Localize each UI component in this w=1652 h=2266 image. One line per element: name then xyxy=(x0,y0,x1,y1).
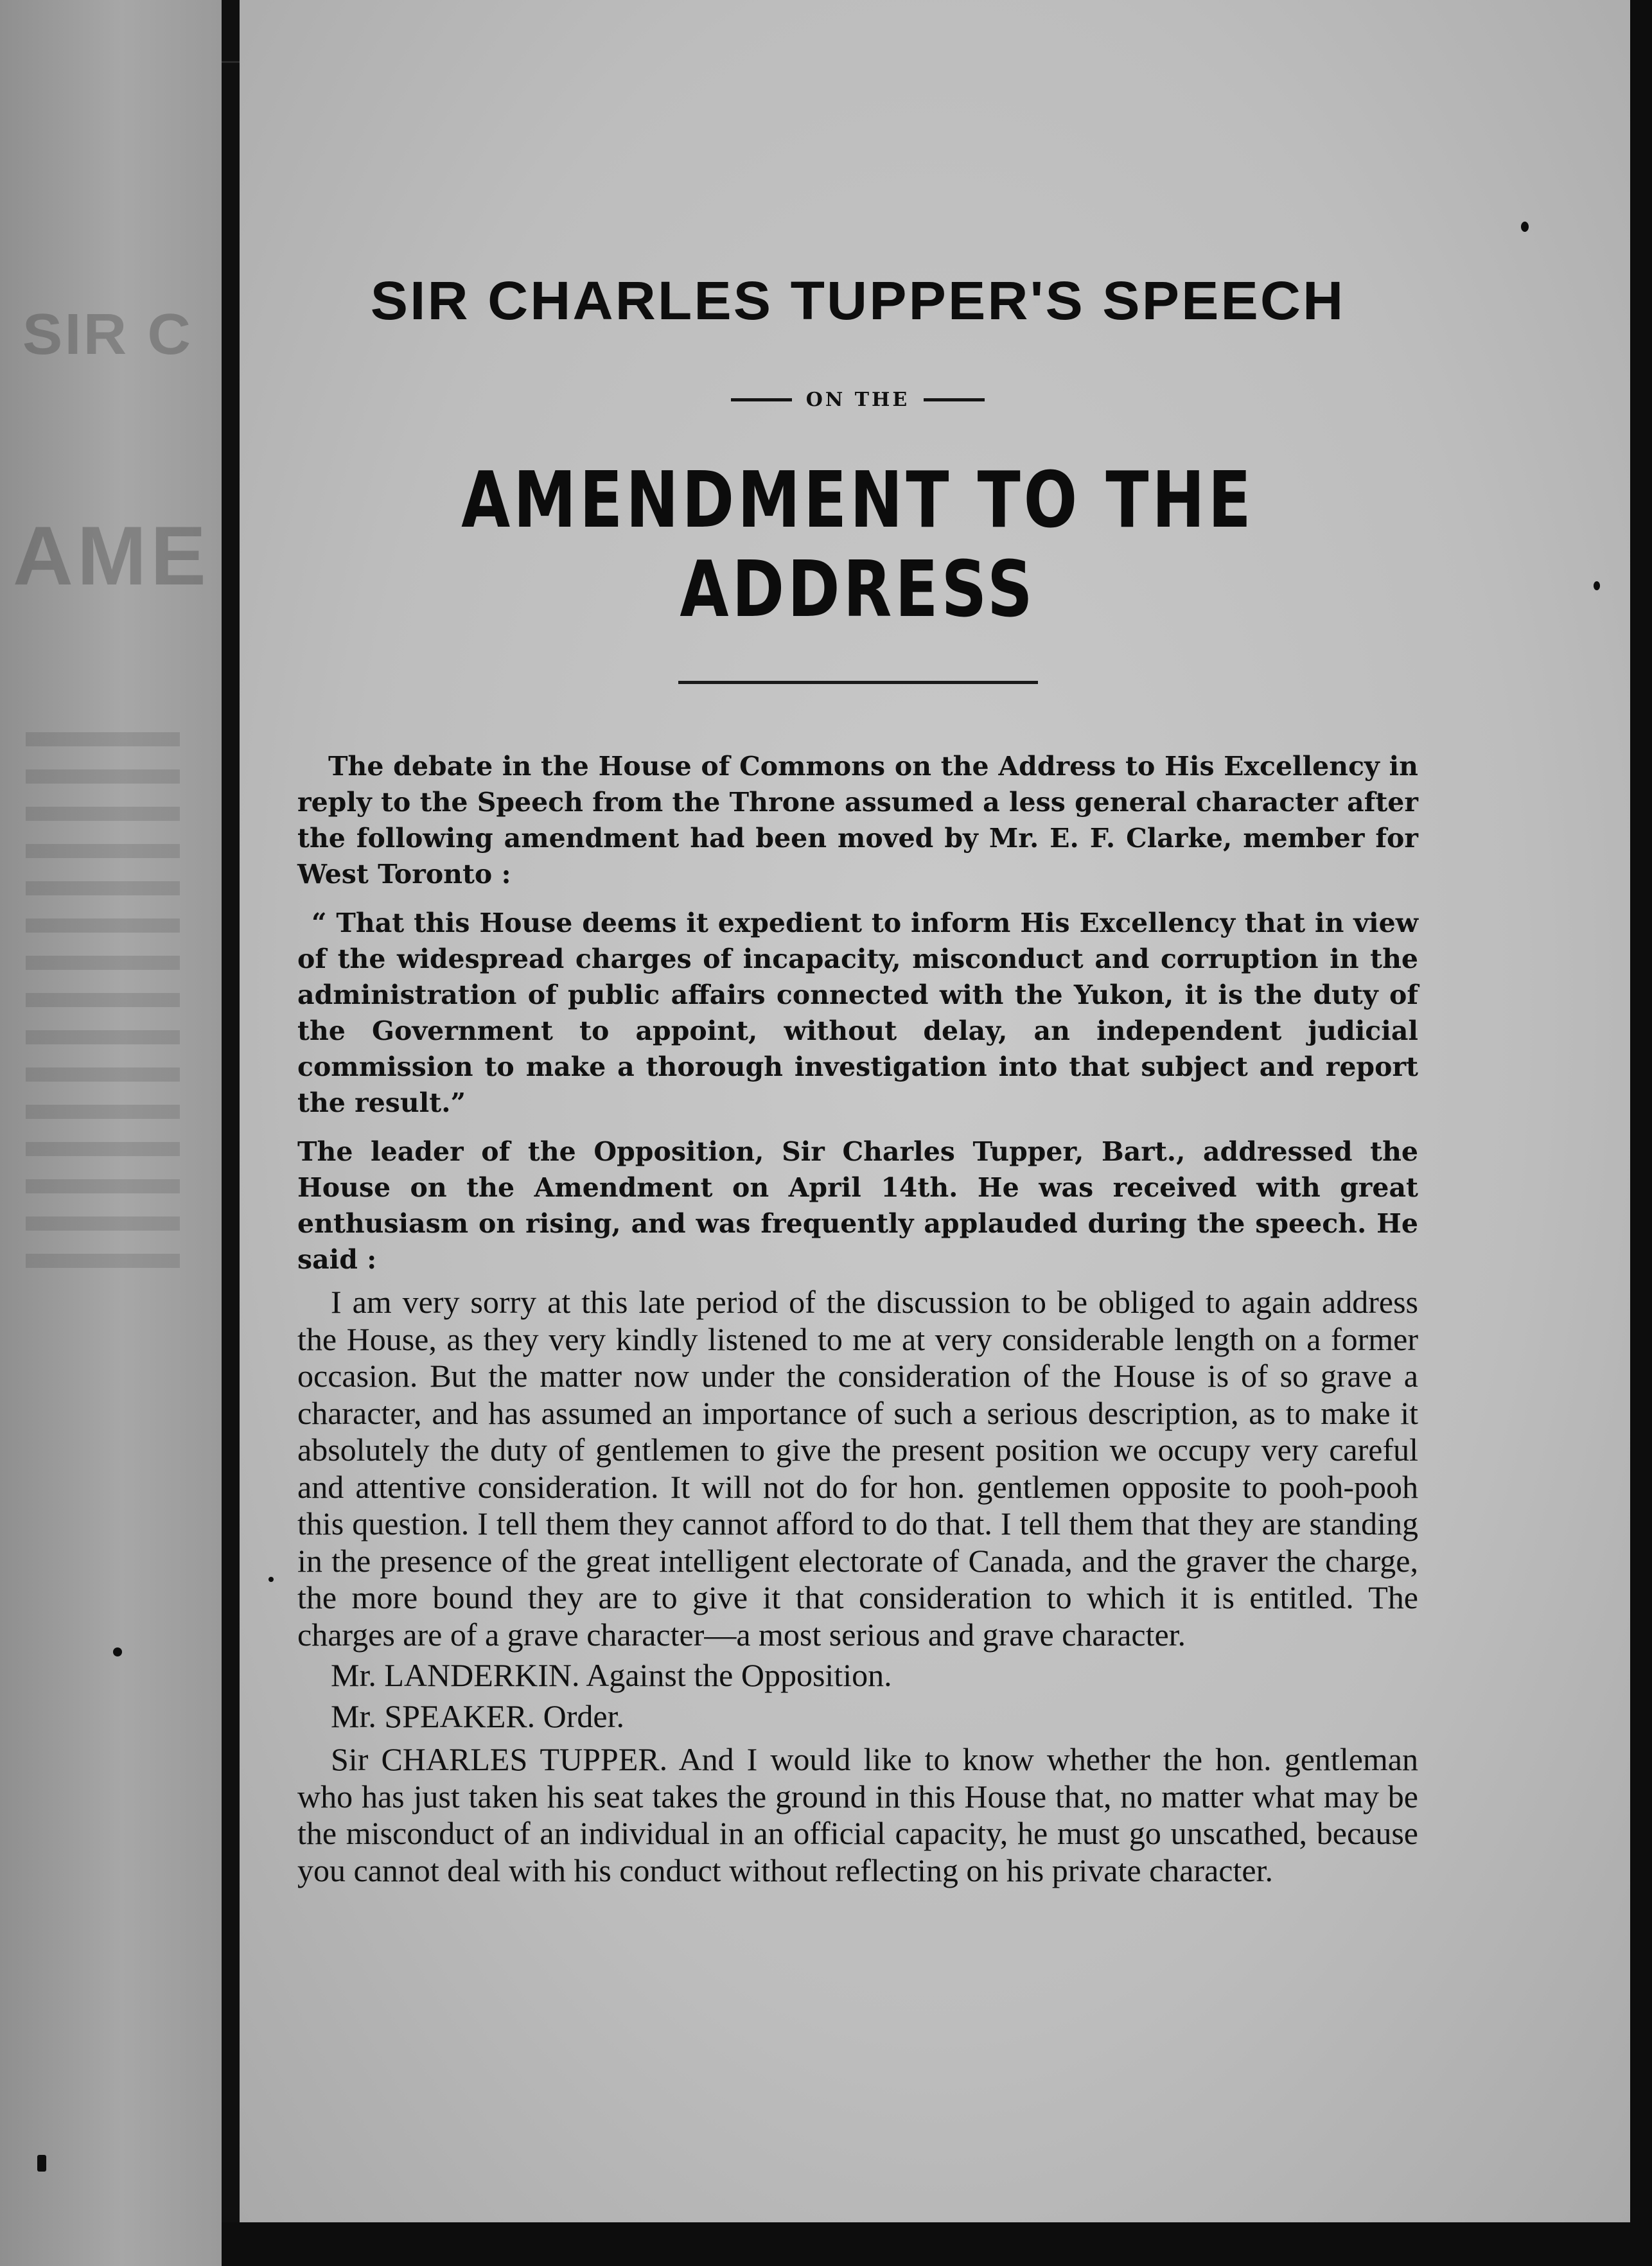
title-connector xyxy=(297,389,1418,411)
ghost-text-bleed xyxy=(26,732,180,1285)
gutter-top-line xyxy=(222,61,240,63)
scan-border-right xyxy=(1630,0,1652,2266)
page-content xyxy=(297,270,1418,1889)
speech-paragraph: I am very sorry at this late period of the discussion to be obliged to again address the House, as they very kindly listened to me at very considerable length on a former occasion. But the matter now under the consideration of the House is of so grave a character, and has assumed an importance of such a serious description, as to make it absolutely the duty of gentlemen to give the present position we occupy very careful and attentive consideration. It will not do for hon. gentlemen opposite to pooh-pooh this question. I tell them they cannot afford to do that. I tell them that they are standing in the presence of the great intelligent electorate of Canada, and the graver the charge, the more bound they are to give it that consideration to which it is entitled. The charges are of a grave character—a most serious and grave character. xyxy=(297,1284,1418,1653)
document-heading: AMENDMENT TO THE ADDRESS xyxy=(461,456,1254,635)
scan-speck xyxy=(1521,222,1529,232)
scan-speck xyxy=(268,1577,274,1582)
ghost-heading-bleed: AME xyxy=(13,509,210,602)
lead-in-paragraph: The leader of the Opposition, Sir Charles Tupper, Bart., addressed the House on the Amendment on April 14th. He was received with great enthusiasm on rising, and was frequently applauded during the speech. He said : xyxy=(297,1136,1418,1275)
heading-rule xyxy=(678,681,1038,684)
connector-rule-right xyxy=(924,398,985,401)
connector-text: ON THE xyxy=(805,389,910,411)
scan-speck xyxy=(1594,581,1600,590)
scan-speck xyxy=(113,1647,122,1656)
ghost-title-bleed: SIR C xyxy=(22,303,193,367)
connector-rule-left xyxy=(731,398,792,401)
scan-speck xyxy=(37,2155,46,2172)
document-page xyxy=(240,0,1630,2222)
speech-paragraph-continued: Sir CHARLES TUPPER. And I would like to know whether the hon. gentleman who has just taken his seat takes the ground in this House that, no matter what may be the misconduct of an individual in an official capacity, he must go unscathed, because you cannot deal with his conduct without reflecting on his private character. xyxy=(297,1741,1418,1888)
amendment-quote: “ That this House deems it expedient to inform His Excellency that in view of the widespread charges of incapacity, misconduct and corruption in the administration of public affairs connected with the Yukon, it is the duty of the Government to appoint, without delay, an independent judicial commission to make a thorough investigation into that subject and report the result.” xyxy=(297,908,1418,1118)
interjection-landerkin: Mr. LANDERKIN. Against the Opposition. xyxy=(331,1657,892,1693)
intro-paragraph: The debate in the House of Commons on the Address to His Excellency in reply to the Speech from the Throne assumed a less general character after the following amendment had been moved by Mr. E. F. Clarke, member for West Toronto : xyxy=(297,751,1418,890)
page-gutter xyxy=(222,0,240,2266)
scan-border-bottom xyxy=(222,2222,1652,2266)
document-title: SIR CHARLES TUPPER'S SPEECH xyxy=(370,270,1346,331)
adjacent-page-fragment xyxy=(0,0,222,2266)
interjection-speaker: Mr. SPEAKER. Order. xyxy=(331,1698,624,1734)
